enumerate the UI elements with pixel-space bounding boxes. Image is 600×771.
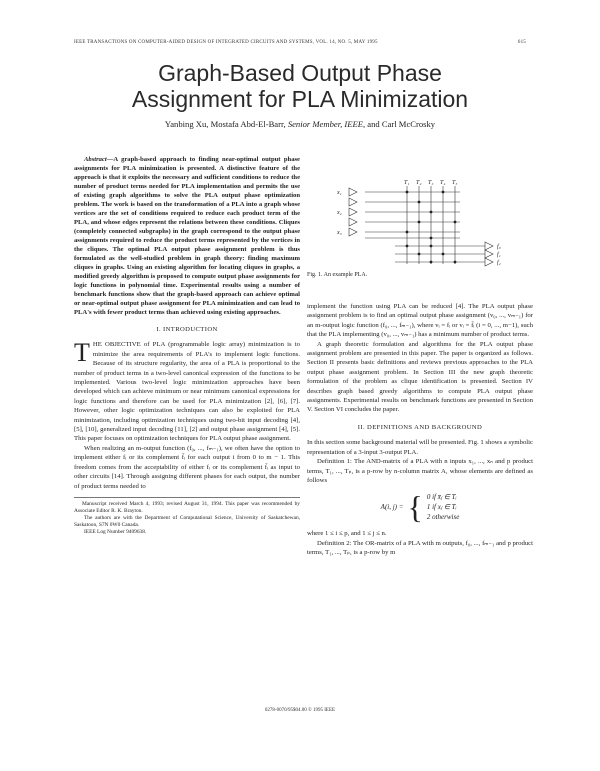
author-last: and Carl McCrosky (367, 119, 436, 129)
equation-lhs: A(i, j) = (380, 502, 404, 511)
output-label: f₁ (497, 252, 501, 258)
abstract-text: A graph-based approach to finding near-optimal output phase assignments for PLA minimization is presented. A distinctive feature of the approach is that it exploits the necessary and sufficient conditions to reduce the number of product terms needed for PLA implementation and permits the use of existing graph algorithms to solve the PLA output phase optimization problem. The work is based on the transformation of a PLA into a graph whose vertices are the set of conditions required to reduce each product term of the PLA, and whose edges represent the relations between these conditions. Cliques (completely connected subgraphs) in the graph correspond to the output phase assignments required to reduce the product terms represented by the vertices in the cliques. The optimal PLA output phase assignment problem is thus formulated as the well-studied problem in graph theory: finding maximum cliques in graphs. Using an existing algorithm for locating cliques in graphs, a modified greedy algorithm is proposed to compute output phase assignments for logic functions in polynomial time. Experimental results using a number of benchmark functions show that the graph-based approach can achieve optimal or near-optimal output phase assignment for PLA minimization and can lead to PLA's with fewer product terms than achieved using existing approaches. (74, 156, 300, 316)
footnote (74, 497, 300, 536)
copyright-footer: 0278-0070/95$04.00 © 1995 IEEE (264, 708, 336, 713)
figure-caption: Fig. 1. An example PLA. (307, 272, 368, 278)
running-header (74, 40, 526, 45)
footnote-affiliation: The authors are with the Department of Computational Science, University of Saskatchewan, Saskatoon, S7N 0W0 Canada. (74, 514, 300, 528)
footnote-received: Manuscript received March 4, 1993; revised August 31, 1994. This paper was recommended by Associate Editor R. K. Brayton. (74, 500, 300, 514)
equation-case: 2 otherwise (426, 513, 460, 522)
intro-paragraph-2: When realizing an m-output function (f₀, ..., fₘ₋₁), we often have the option to implement either fᵢ or its complement f̄ᵢ for each output i from 0 to m − 1. This freedom comes from the acceptability of either fᵢ or its complement f̄ᵢ as input to other circuits [14]. Through assigning different phases for each output, the number of product terms needed to (74, 444, 300, 490)
abstract-label: Abstract— (84, 156, 114, 163)
equation-brace: { (407, 489, 423, 526)
abstract (74, 155, 300, 317)
title-line-1: Graph-Based Output Phase (158, 60, 442, 86)
title-line-2: Assignment for PLA Minimization (131, 86, 469, 112)
definition-1: Definition 1: The AND-matrix of a PLA with n inputs x₁, ..., xₙ and p product terms, T₁, ..., Tₚ, is a p-row by n-column matrix A, whose elements are defined as follows (307, 458, 533, 484)
right-column (307, 302, 533, 558)
equation-case: 1 if xⱼ ∈ Tᵢ (426, 503, 457, 512)
term-label: T₂ (416, 180, 422, 186)
journal-name: IEEE TRANSACTIONS ON COMPUTER-AIDED DESIGN OF INTEGRATED CIRCUITS AND SYSTEMS, VOL. 14, NO. 5, MAY 1995 (74, 40, 378, 45)
term-label: T₃ (428, 180, 434, 186)
equation-cases (427, 492, 459, 522)
term-label: T₄ (440, 180, 446, 186)
intro-paragraph-1 (74, 340, 300, 443)
input-label: x₁ (337, 190, 342, 196)
input-label: x₂ (337, 210, 342, 216)
definition-2: Definition 2: The OR-matrix of a PLA with m outputs, f₀, ..., fₘ₋₁ and p product terms, T₁, ..., Tₚ, is a p-row by m (307, 539, 533, 557)
equation-case: 0 if x̄ⱼ ∈ Tᵢ (426, 493, 457, 502)
output-label: f₀ (497, 244, 501, 250)
intro-p1-text: HE OBJECTIVE of PLA (programmable logic array) minimization is to minimize the area requirements of PLA's to implement logic functions. Because of its structure regularity, the area of a PLA is proportional to the number of product terms in a two-level canonical expression of the functions to be implemented. Various two-level logic minimization approaches have been developed which can achieve minimum or near minimum canonical expressions for logic functions and therefore can be used for PLA minimization [2], [6], [7]. However, other logic optimization techniques can also be exploited for PLA minimization, including optimization techniques using two-bit input decoding [4], [5], [10], generalized input decoding [11], [2] and output phase assignment [4], [5]. This paper focuses on optimization techniques for PLA output phase assignment. (74, 341, 300, 443)
footnote-log-number: IEEE Log Number 9409638. (84, 528, 147, 535)
input-label: x₃ (337, 230, 342, 236)
definitions-intro: In this section some background material will be presented. Fig. 1 shows a symbolic representation of a 3-input 3-output PLA. (307, 439, 533, 456)
term-label: T₅ (452, 180, 458, 186)
right-paragraph-2: A graph theoretic formulation and algorithms for the PLA output phase assignment problem are presented in this paper. The paper is organized as follows. Section II presents basic definitions and reviews previous approaches to the PLA output phase assignment problem. In Section III the new graph theoretic formulation of the problem as clique identification is presented. Section IV describes graph based greedy algorithms to compute PLA output phase assignments. Experimental results on benchmark functions are presented in Section V. Section VI concludes the paper. (307, 340, 533, 414)
equation-where: where 1 ≤ i ≤ p, and 1 ≤ j ≤ n. (307, 530, 387, 538)
paper-title (60, 60, 540, 112)
right-paragraph-1: implement the function using PLA can be reduced [4]. The PLA output phase assignment problem is to find an optimal output phase assignment (v₀, ..., vₘ₋₁) for an m-output logic function (f₀, ..., fₘ₋₁), where vᵢ = fᵢ or vᵢ = f̄ᵢ (i = 0, ..., m−1), such that the PLA implementing (v₀, ..., vₘ₋₁) has a minimum number of product terms. (307, 303, 533, 339)
section-heading-introduction: I. INTRODUCTION (156, 326, 218, 333)
term-label: T₁ (404, 180, 410, 186)
and-matrix-equation (307, 489, 533, 525)
drop-cap: T (74, 338, 90, 368)
author-names: Yanbing Xu, Mostafa Abd-El-Barr, (164, 119, 286, 129)
page-number: 615 (517, 40, 526, 45)
left-column (74, 155, 300, 536)
author-list (60, 119, 540, 129)
pla-figure (335, 178, 515, 270)
output-label: f₂ (497, 260, 501, 266)
section-heading-definitions: II. DEFINITIONS AND BACKGROUND (357, 423, 483, 431)
author-role: Senior Member, IEEE, (287, 119, 366, 129)
